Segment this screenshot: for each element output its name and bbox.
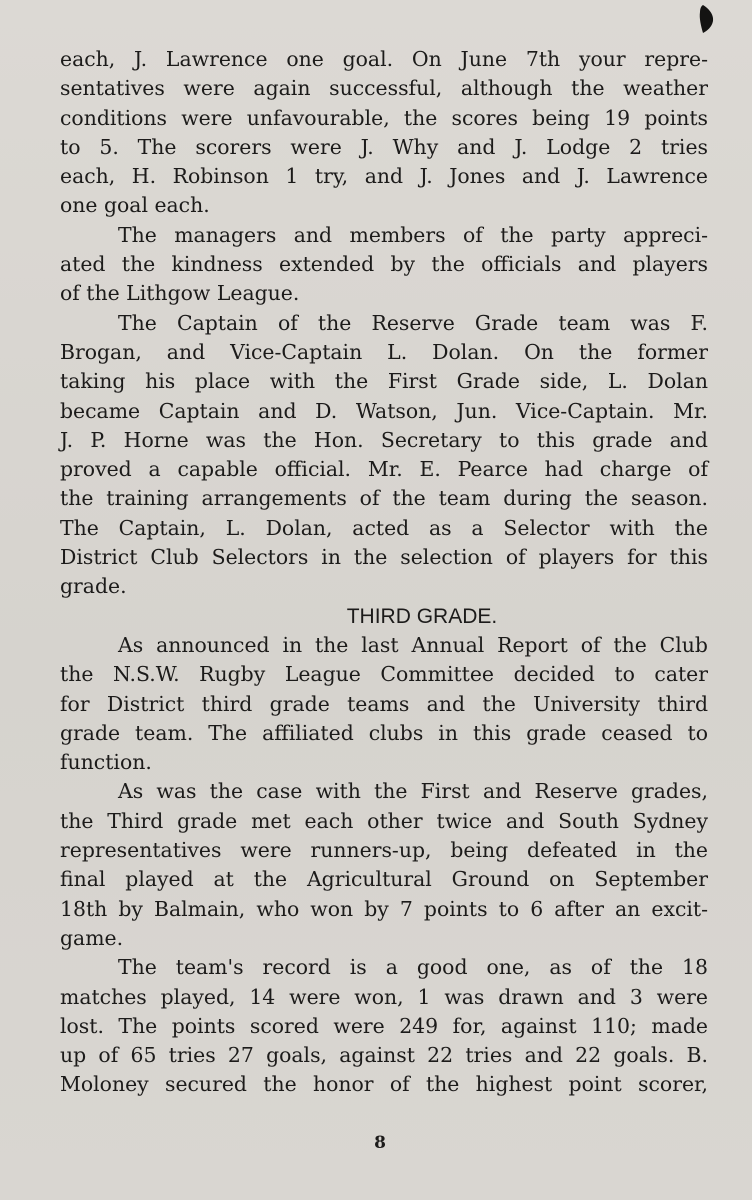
body-line: for District third grade teams and the University third: [60, 691, 708, 716]
body-line: The Captain, L. Dolan, acted as a Selector with the: [60, 515, 708, 540]
body-line: of the Lithgow League.: [60, 281, 300, 306]
document-body: [60, 45, 708, 1100]
body-line: proved a capable official. Mr. E. Pearce had charge of: [60, 457, 708, 482]
body-line: game.: [60, 925, 124, 950]
body-line: sentatives were again successful, although the weather: [60, 76, 708, 101]
body-line: up of 65 tries 27 goals, against 22 tries and 22 goals. B.: [60, 1043, 708, 1068]
body-line: the Third grade met each other twice and South Sydney: [60, 808, 708, 833]
page-number: 8: [374, 1133, 386, 1153]
body-line: The team's record is a good one, as of the 18: [118, 955, 708, 980]
body-line: matches played, 14 were won, 1 was drawn and 3 were: [60, 984, 708, 1009]
body-line: ated the kindness extended by the officials and players: [60, 252, 708, 277]
body-line: As was the case with the First and Reserve grades,: [118, 779, 708, 804]
section-heading: THIRD GRADE.: [346, 604, 498, 628]
body-line: final played at the Agricultural Ground on September: [60, 867, 708, 892]
body-line: Brogan, and Vice-Captain L. Dolan. On the former: [60, 339, 708, 364]
body-line: Moloney secured the honor of the highest point scorer,: [60, 1072, 708, 1097]
body-line: the training arrangements of the team during the season.: [60, 486, 708, 511]
body-line: The managers and members of the party appreci-: [118, 222, 708, 247]
body-line: lost. The points scored were 249 for, against 110; made: [60, 1013, 708, 1038]
body-line: conditions were unfavourable, the scores being 19 points: [60, 105, 708, 130]
body-line: function.: [60, 750, 152, 775]
body-line: became Captain and D. Watson, Jun. Vice-Captain. Mr.: [60, 398, 708, 423]
body-line: District Club Selectors in the selection of players for this: [60, 545, 708, 570]
body-line: taking his place with the First Grade side, L. Dolan: [60, 369, 708, 394]
body-line: grade team. The affiliated clubs in this grade ceased to: [60, 720, 708, 745]
ink-blot-mark: [697, 4, 715, 34]
body-line: each, H. Robinson 1 try, and J. Jones and J. Lawrence: [60, 164, 708, 189]
body-line: to 5. The scorers were J. Why and J. Lodge 2 tries: [60, 134, 708, 159]
body-line: one goal each.: [60, 193, 210, 218]
body-line: the N.S.W. Rugby League Committee decided to cater: [60, 662, 708, 687]
body-line: J. P. Horne was the Hon. Secretary to this grade and: [60, 427, 708, 452]
body-line: representatives were runners-up, being defeated in the: [60, 838, 708, 863]
body-line: As announced in the last Annual Report of the Club: [118, 632, 708, 657]
body-line: 18th by Balmain, who won by 7 points to 6 after an excit-: [60, 896, 708, 921]
body-line: grade.: [60, 574, 127, 599]
body-line: The Captain of the Reserve Grade team was F.: [118, 310, 708, 335]
body-line: each, J. Lawrence one goal. On June 7th your repre-: [60, 47, 708, 71]
